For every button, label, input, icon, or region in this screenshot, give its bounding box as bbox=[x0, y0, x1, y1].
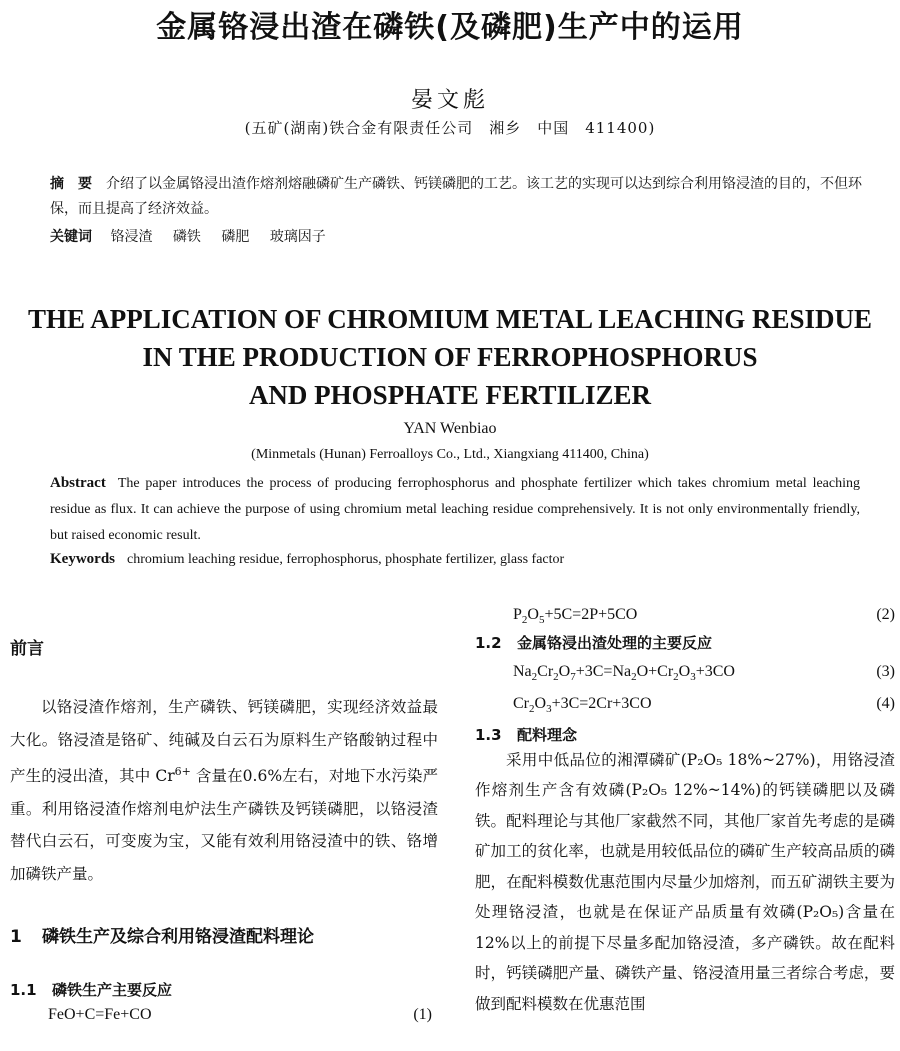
equation-4 bbox=[475, 695, 895, 715]
subsection-1-2-heading bbox=[475, 632, 895, 653]
paper-title-cn: 金属铬浸出渣在磷铁(及磷肥)生产中的运用 bbox=[156, 10, 744, 45]
abstract-cn-text: 介绍了以金属铬浸出渣作熔剂熔融磷矿生产磷铁、钙镁磷肥的工艺。该工艺的实现可以达到综合利用铬浸渣的目的，不但环保，而且提高了经济效益。 bbox=[50, 176, 862, 217]
subsection-1-3-title: 配料理念 bbox=[517, 725, 578, 744]
formulation-paragraph: 采用中低品位的湘潭磷矿(P₂O₅ 18%~27%)，用铬浸渣作熔剂生产含有效磷(P₂O₅ 12%~14%)的钙镁磷肥以及磷铁。配料理论与其他厂家截然不同，其他厂家首先考虑的是磷矿加工的贫化率，也就是用较低品位的磷矿生产较高品质的磷肥，在配料模数优惠范围内尽量少加熔剂，而五矿湖铁主要为处理铬浸渣，也就是在保证产品质量有效磷(P₂O₅)含量在12%以上的前提下尽量多配加铬浸渣，多产磷铁。故在配料时，钙镁磷肥产量、磷铁产量、铬浸渣用量三者综合考虑，要做到配料模数在优惠范围 bbox=[475, 750, 895, 1013]
abstract-cn bbox=[50, 172, 870, 222]
equation-4-formula: $Cr_2O_3+3C=2Cr+3CO$ bbox=[513, 695, 652, 716]
abstract-en bbox=[50, 470, 860, 549]
keyword-cn: 铬浸渣 bbox=[110, 229, 153, 245]
equation-1-formula: FeO+C=Fe+CO bbox=[48, 1006, 152, 1024]
keyword-cn: 磷肥 bbox=[221, 229, 250, 245]
equation-3-number: (3) bbox=[876, 663, 895, 681]
preface-heading: 前言 bbox=[10, 639, 44, 659]
subsection-1-3-heading bbox=[475, 724, 895, 745]
subsection-1-1-number: 1.1 bbox=[10, 981, 37, 1000]
paper-title-en bbox=[0, 300, 900, 414]
equation-2 bbox=[475, 606, 895, 626]
affiliation-cn: (五矿(湖南)铁合金有限责任公司 湘乡 中国 411400) bbox=[244, 119, 656, 137]
keywords-en-label: Keywords bbox=[50, 551, 115, 567]
keyword-cn: 磷铁 bbox=[172, 229, 201, 245]
keywords-en-text: chromium leaching residue, ferrophosphorus, phosphate fertilizer, glass factor bbox=[127, 552, 565, 567]
author-name-en: YAN Wenbiao bbox=[403, 420, 497, 437]
abstract-en-label: Abstract bbox=[50, 475, 106, 491]
section-1-title: 磷铁生产及综合利用铬浸渣配料理论 bbox=[42, 927, 314, 948]
abstract-cn-label: 摘 要 bbox=[50, 176, 92, 192]
equation-3-formula: $Na_2Cr_2O_7+3C=Na_2O+Cr_2O_3+3CO$ bbox=[513, 663, 735, 684]
equation-2-number: (2) bbox=[876, 606, 895, 623]
preface-text-part2: 含量在0.6%左右，对地下水污染严重。利用铬浸渣作熔剂电炉法生产磷铁及钙镁磷肥，以铬浸渣替代白云石，可变废为宝，又能有效利用铬浸渣中的铁、铬增加磷铁产量。 bbox=[10, 767, 439, 883]
abstract-en-text: The paper introduces the process of producing ferrophosphorus and phosphate fertilizer which takes chromium metal leaching residue as flux. It can achieve the purpose of using chromium metal leaching residue comprehensively. It is not only environmentally friendly, but raised economic result. bbox=[50, 476, 860, 543]
subsection-1-2-number: 1.2 bbox=[475, 634, 502, 653]
keywords-cn bbox=[50, 226, 342, 246]
subsection-1-3-number: 1.3 bbox=[475, 725, 502, 744]
equation-1 bbox=[10, 1006, 438, 1024]
equation-1-number: (1) bbox=[413, 1006, 432, 1024]
subsection-1-2-title: 金属铬浸出渣处理的主要反应 bbox=[517, 634, 713, 653]
keyword-cn: 玻璃因子 bbox=[269, 229, 326, 245]
preface-paragraph bbox=[10, 691, 438, 890]
equation-4-number: (4) bbox=[876, 695, 895, 713]
chromium-charge-superscript: 6+ bbox=[174, 765, 191, 778]
keywords-cn-label: 关键词 bbox=[50, 229, 92, 245]
keywords-en bbox=[50, 551, 564, 568]
affiliation-en: (Minmetals (Hunan) Ferroalloys Co., Ltd., Xiangxiang 411400, China) bbox=[251, 447, 649, 462]
equation-3 bbox=[475, 663, 895, 683]
right-column bbox=[475, 600, 895, 1019]
paper-title-en-line: THE APPLICATION OF CHROMIUM METAL LEACHING RESIDUE bbox=[27, 304, 873, 334]
paper-title-en-line: IN THE PRODUCTION OF FERROPHOSPHORUS bbox=[142, 342, 758, 372]
author-name-cn: 晏文彪 bbox=[410, 88, 489, 113]
left-column bbox=[10, 600, 438, 1024]
subsection-1-1-title: 磷铁生产主要反应 bbox=[52, 981, 173, 1000]
paper-title-en-line: AND PHOSPHATE FERTILIZER bbox=[248, 380, 652, 410]
section-1-number: 1 bbox=[10, 927, 22, 948]
section-1-heading bbox=[10, 922, 438, 947]
equation-2-formula: $P_2O_5+5C=2P+5CO$ bbox=[513, 606, 638, 627]
subsection-1-1-heading bbox=[10, 979, 438, 1000]
preface-text-part1: 以铬浸渣作熔剂，生产磷铁、钙镁磷肥，实现经济效益最大化。铬浸渣是铬矿、纯碱及白云石为原料生产铬酸钠过程中产生的浸出渣，其中 Cr bbox=[10, 698, 438, 786]
